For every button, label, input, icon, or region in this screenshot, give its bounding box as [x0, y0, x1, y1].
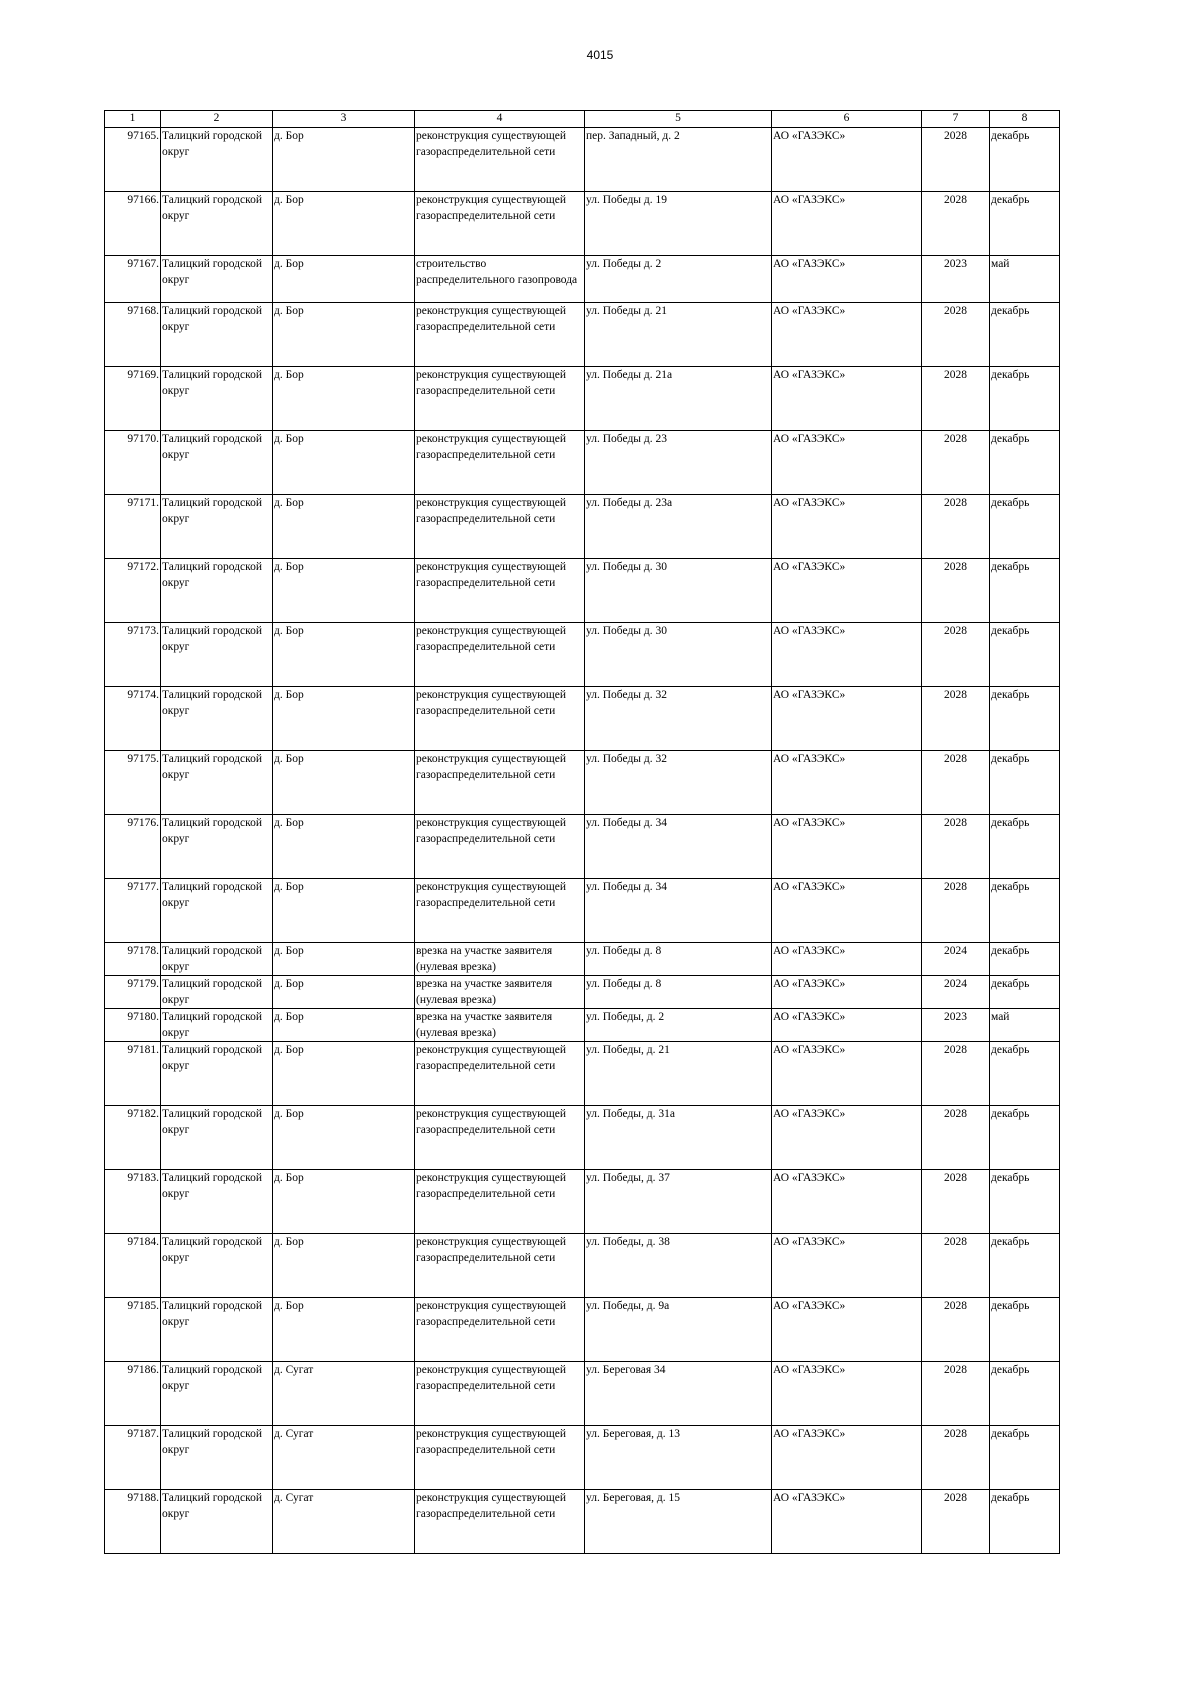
settlement-cell: д. Сугат — [273, 1426, 415, 1490]
table-row — [105, 623, 1060, 687]
settlement-cell: д. Бор — [273, 256, 415, 303]
district-cell: Талицкий городской округ — [161, 128, 273, 192]
organization-cell: АО «ГАЗЭКС» — [772, 192, 922, 256]
month-cell: декабрь — [990, 623, 1060, 687]
month-cell: декабрь — [990, 1170, 1060, 1234]
column-header: 5 — [585, 111, 772, 128]
district-cell: Талицкий городской округ — [161, 1490, 273, 1554]
row-number-cell: 97172. — [105, 559, 161, 623]
district-cell: Талицкий городской округ — [161, 367, 273, 431]
settlement-cell: д. Бор — [273, 879, 415, 943]
column-header: 3 — [273, 111, 415, 128]
row-number-cell: 97166. — [105, 192, 161, 256]
settlement-cell: д. Бор — [273, 495, 415, 559]
table-row — [105, 495, 1060, 559]
settlement-cell: д. Бор — [273, 303, 415, 367]
row-number-cell: 97176. — [105, 815, 161, 879]
district-cell: Талицкий городской округ — [161, 943, 273, 976]
year-cell: 2028 — [922, 192, 990, 256]
year-cell: 2024 — [922, 943, 990, 976]
month-cell: декабрь — [990, 815, 1060, 879]
address-cell: ул. Победы, д. 38 — [585, 1234, 772, 1298]
month-cell: декабрь — [990, 495, 1060, 559]
organization-cell: АО «ГАЗЭКС» — [772, 559, 922, 623]
month-cell: декабрь — [990, 367, 1060, 431]
settlement-cell: д. Бор — [273, 623, 415, 687]
row-number-cell: 97167. — [105, 256, 161, 303]
district-cell: Талицкий городской округ — [161, 303, 273, 367]
row-number-cell: 97186. — [105, 1362, 161, 1426]
address-cell: ул. Победы, д. 31а — [585, 1106, 772, 1170]
table-row — [105, 879, 1060, 943]
settlement-cell: д. Сугат — [273, 1362, 415, 1426]
column-header: 8 — [990, 111, 1060, 128]
row-number-cell: 97184. — [105, 1234, 161, 1298]
work-type-cell: реконструкция существующей газораспределительной сети — [415, 1042, 585, 1106]
work-type-cell: строительство распределительного газопровода — [415, 256, 585, 303]
organization-cell: АО «ГАЗЭКС» — [772, 256, 922, 303]
settlement-cell: д. Бор — [273, 815, 415, 879]
district-cell: Талицкий городской округ — [161, 1298, 273, 1362]
row-number-cell: 97168. — [105, 303, 161, 367]
organization-cell: АО «ГАЗЭКС» — [772, 751, 922, 815]
district-cell: Талицкий городской округ — [161, 1042, 273, 1106]
table-row — [105, 1426, 1060, 1490]
work-type-cell: реконструкция существующей газораспределительной сети — [415, 1362, 585, 1426]
organization-cell: АО «ГАЗЭКС» — [772, 623, 922, 687]
address-cell: ул. Победы, д. 9а — [585, 1298, 772, 1362]
address-cell: ул. Победы д. 8 — [585, 943, 772, 976]
district-cell: Талицкий городской округ — [161, 1234, 273, 1298]
table-row — [105, 1106, 1060, 1170]
row-number-cell: 97175. — [105, 751, 161, 815]
year-cell: 2028 — [922, 495, 990, 559]
table-row — [105, 1362, 1060, 1426]
work-type-cell: врезка на участке заявителя (нулевая врезка) — [415, 943, 585, 976]
year-cell: 2028 — [922, 431, 990, 495]
work-type-cell: врезка на участке заявителя (нулевая врезка) — [415, 1009, 585, 1042]
year-cell: 2028 — [922, 815, 990, 879]
settlement-cell: д. Сугат — [273, 1490, 415, 1554]
district-cell: Талицкий городской округ — [161, 495, 273, 559]
address-cell: ул. Победы д. 23а — [585, 495, 772, 559]
address-cell: ул. Победы д. 21 — [585, 303, 772, 367]
table-row — [105, 815, 1060, 879]
settlement-cell: д. Бор — [273, 976, 415, 1009]
settlement-cell: д. Бор — [273, 751, 415, 815]
address-cell: ул. Победы д. 34 — [585, 815, 772, 879]
work-type-cell: реконструкция существующей газораспределительной сети — [415, 431, 585, 495]
month-cell: декабрь — [990, 1362, 1060, 1426]
row-number-cell: 97170. — [105, 431, 161, 495]
address-cell: пер. Западный, д. 2 — [585, 128, 772, 192]
settlement-cell: д. Бор — [273, 192, 415, 256]
table-row — [105, 976, 1060, 1009]
work-type-cell: реконструкция существующей газораспределительной сети — [415, 303, 585, 367]
settlement-cell: д. Бор — [273, 431, 415, 495]
page-number: 4015 — [586, 48, 614, 62]
table-row — [105, 367, 1060, 431]
organization-cell: АО «ГАЗЭКС» — [772, 431, 922, 495]
address-cell: ул. Победы д. 23 — [585, 431, 772, 495]
organization-cell: АО «ГАЗЭКС» — [772, 367, 922, 431]
organization-cell: АО «ГАЗЭКС» — [772, 1234, 922, 1298]
month-cell: декабрь — [990, 687, 1060, 751]
table-row — [105, 1170, 1060, 1234]
table-row — [105, 943, 1060, 976]
address-cell: ул. Победы д. 32 — [585, 687, 772, 751]
settlement-cell: д. Бор — [273, 1042, 415, 1106]
work-type-cell: реконструкция существующей газораспределительной сети — [415, 1298, 585, 1362]
organization-cell: АО «ГАЗЭКС» — [772, 303, 922, 367]
district-cell: Талицкий городской округ — [161, 976, 273, 1009]
table-row — [105, 1490, 1060, 1554]
organization-cell: АО «ГАЗЭКС» — [772, 1042, 922, 1106]
settlement-cell: д. Бор — [273, 367, 415, 431]
year-cell: 2028 — [922, 1234, 990, 1298]
row-number-cell: 97171. — [105, 495, 161, 559]
month-cell: декабрь — [990, 1234, 1060, 1298]
work-type-cell: реконструкция существующей газораспределительной сети — [415, 495, 585, 559]
address-cell: ул. Береговая, д. 15 — [585, 1490, 772, 1554]
district-cell: Талицкий городской округ — [161, 815, 273, 879]
month-cell: декабрь — [990, 1106, 1060, 1170]
address-cell: ул. Победы д. 19 — [585, 192, 772, 256]
work-type-cell: реконструкция существующей газораспределительной сети — [415, 1490, 585, 1554]
month-cell: декабрь — [990, 879, 1060, 943]
work-type-cell: реконструкция существующей газораспределительной сети — [415, 815, 585, 879]
month-cell: декабрь — [990, 303, 1060, 367]
organization-cell: АО «ГАЗЭКС» — [772, 687, 922, 751]
table-row — [105, 1009, 1060, 1042]
year-cell: 2028 — [922, 303, 990, 367]
address-cell: ул. Победы, д. 2 — [585, 1009, 772, 1042]
settlement-cell: д. Бор — [273, 687, 415, 751]
table-row — [105, 1298, 1060, 1362]
year-cell: 2028 — [922, 367, 990, 431]
column-header: 4 — [415, 111, 585, 128]
work-type-cell: реконструкция существующей газораспределительной сети — [415, 751, 585, 815]
settlement-cell: д. Бор — [273, 1234, 415, 1298]
month-cell: декабрь — [990, 559, 1060, 623]
year-cell: 2028 — [922, 687, 990, 751]
row-number-cell: 97169. — [105, 367, 161, 431]
organization-cell: АО «ГАЗЭКС» — [772, 1298, 922, 1362]
row-number-cell: 97173. — [105, 623, 161, 687]
district-cell: Талицкий городской округ — [161, 1009, 273, 1042]
row-number-cell: 97180. — [105, 1009, 161, 1042]
header-row — [105, 111, 1060, 128]
table-row — [105, 192, 1060, 256]
address-cell: ул. Победы д. 21а — [585, 367, 772, 431]
district-cell: Талицкий городской округ — [161, 559, 273, 623]
work-type-cell: реконструкция существующей газораспределительной сети — [415, 687, 585, 751]
work-type-cell: реконструкция существующей газораспределительной сети — [415, 192, 585, 256]
address-cell: ул. Победы д. 8 — [585, 976, 772, 1009]
work-type-cell: реконструкция существующей газораспределительной сети — [415, 367, 585, 431]
organization-cell: АО «ГАЗЭКС» — [772, 1490, 922, 1554]
organization-cell: АО «ГАЗЭКС» — [772, 879, 922, 943]
district-cell: Талицкий городской округ — [161, 687, 273, 751]
address-cell: ул. Береговая, д. 13 — [585, 1426, 772, 1490]
organization-cell: АО «ГАЗЭКС» — [772, 1009, 922, 1042]
settlement-cell: д. Бор — [273, 1298, 415, 1362]
address-cell: ул. Победы д. 2 — [585, 256, 772, 303]
organization-cell: АО «ГАЗЭКС» — [772, 1426, 922, 1490]
district-cell: Талицкий городской округ — [161, 751, 273, 815]
work-type-cell: реконструкция существующей газораспределительной сети — [415, 879, 585, 943]
table-row — [105, 128, 1060, 192]
year-cell: 2023 — [922, 1009, 990, 1042]
district-cell: Талицкий городской округ — [161, 431, 273, 495]
district-cell: Талицкий городской округ — [161, 623, 273, 687]
column-header: 6 — [772, 111, 922, 128]
row-number-cell: 97187. — [105, 1426, 161, 1490]
year-cell: 2028 — [922, 128, 990, 192]
year-cell: 2028 — [922, 1106, 990, 1170]
row-number-cell: 97177. — [105, 879, 161, 943]
column-header: 1 — [105, 111, 161, 128]
registry-table — [104, 110, 1060, 1554]
row-number-cell: 97174. — [105, 687, 161, 751]
work-type-cell: реконструкция существующей газораспределительной сети — [415, 1234, 585, 1298]
district-cell: Талицкий городской округ — [161, 1170, 273, 1234]
table-row — [105, 751, 1060, 815]
settlement-cell: д. Бор — [273, 1009, 415, 1042]
table-row — [105, 1234, 1060, 1298]
work-type-cell: реконструкция существующей газораспределительной сети — [415, 128, 585, 192]
organization-cell: АО «ГАЗЭКС» — [772, 815, 922, 879]
month-cell: декабрь — [990, 976, 1060, 1009]
address-cell: ул. Победы д. 34 — [585, 879, 772, 943]
address-cell: ул. Победы, д. 21 — [585, 1042, 772, 1106]
district-cell: Талицкий городской округ — [161, 1362, 273, 1426]
table-row — [105, 303, 1060, 367]
row-number-cell: 97178. — [105, 943, 161, 976]
table-row — [105, 687, 1060, 751]
row-number-cell: 97181. — [105, 1042, 161, 1106]
address-cell: ул. Победы д. 30 — [585, 559, 772, 623]
row-number-cell: 97185. — [105, 1298, 161, 1362]
settlement-cell: д. Бор — [273, 943, 415, 976]
month-cell: декабрь — [990, 943, 1060, 976]
year-cell: 2028 — [922, 1362, 990, 1426]
address-cell: ул. Победы д. 30 — [585, 623, 772, 687]
year-cell: 2023 — [922, 256, 990, 303]
table-row — [105, 1042, 1060, 1106]
year-cell: 2028 — [922, 559, 990, 623]
organization-cell: АО «ГАЗЭКС» — [772, 1362, 922, 1426]
month-cell: май — [990, 1009, 1060, 1042]
district-cell: Талицкий городской округ — [161, 192, 273, 256]
row-number-cell: 97183. — [105, 1170, 161, 1234]
settlement-cell: д. Бор — [273, 128, 415, 192]
table-row — [105, 559, 1060, 623]
month-cell: декабрь — [990, 1490, 1060, 1554]
year-cell: 2028 — [922, 1490, 990, 1554]
month-cell: декабрь — [990, 1426, 1060, 1490]
table-row — [105, 431, 1060, 495]
year-cell: 2024 — [922, 976, 990, 1009]
month-cell: декабрь — [990, 751, 1060, 815]
work-type-cell: реконструкция существующей газораспределительной сети — [415, 1426, 585, 1490]
column-header: 2 — [161, 111, 273, 128]
organization-cell: АО «ГАЗЭКС» — [772, 976, 922, 1009]
address-cell: ул. Береговая 34 — [585, 1362, 772, 1426]
year-cell: 2028 — [922, 751, 990, 815]
organization-cell: АО «ГАЗЭКС» — [772, 128, 922, 192]
row-number-cell: 97188. — [105, 1490, 161, 1554]
year-cell: 2028 — [922, 1042, 990, 1106]
row-number-cell: 97179. — [105, 976, 161, 1009]
address-cell: ул. Победы д. 32 — [585, 751, 772, 815]
district-cell: Талицкий городской округ — [161, 1106, 273, 1170]
work-type-cell: реконструкция существующей газораспределительной сети — [415, 1106, 585, 1170]
settlement-cell: д. Бор — [273, 1106, 415, 1170]
year-cell: 2028 — [922, 1170, 990, 1234]
district-cell: Талицкий городской округ — [161, 879, 273, 943]
month-cell: декабрь — [990, 431, 1060, 495]
table-row — [105, 256, 1060, 303]
work-type-cell: реконструкция существующей газораспределительной сети — [415, 623, 585, 687]
year-cell: 2028 — [922, 623, 990, 687]
month-cell: декабрь — [990, 128, 1060, 192]
month-cell: декабрь — [990, 192, 1060, 256]
work-type-cell: врезка на участке заявителя (нулевая врезка) — [415, 976, 585, 1009]
work-type-cell: реконструкция существующей газораспределительной сети — [415, 559, 585, 623]
organization-cell: АО «ГАЗЭКС» — [772, 1106, 922, 1170]
organization-cell: АО «ГАЗЭКС» — [772, 943, 922, 976]
year-cell: 2028 — [922, 879, 990, 943]
year-cell: 2028 — [922, 1426, 990, 1490]
month-cell: декабрь — [990, 1298, 1060, 1362]
district-cell: Талицкий городской округ — [161, 256, 273, 303]
table-body — [105, 128, 1060, 1554]
column-header: 7 — [922, 111, 990, 128]
district-cell: Талицкий городской округ — [161, 1426, 273, 1490]
organization-cell: АО «ГАЗЭКС» — [772, 1170, 922, 1234]
settlement-cell: д. Бор — [273, 1170, 415, 1234]
year-cell: 2028 — [922, 1298, 990, 1362]
organization-cell: АО «ГАЗЭКС» — [772, 495, 922, 559]
row-number-cell: 97165. — [105, 128, 161, 192]
address-cell: ул. Победы, д. 37 — [585, 1170, 772, 1234]
settlement-cell: д. Бор — [273, 559, 415, 623]
work-type-cell: реконструкция существующей газораспределительной сети — [415, 1170, 585, 1234]
month-cell: декабрь — [990, 1042, 1060, 1106]
row-number-cell: 97182. — [105, 1106, 161, 1170]
month-cell: май — [990, 256, 1060, 303]
